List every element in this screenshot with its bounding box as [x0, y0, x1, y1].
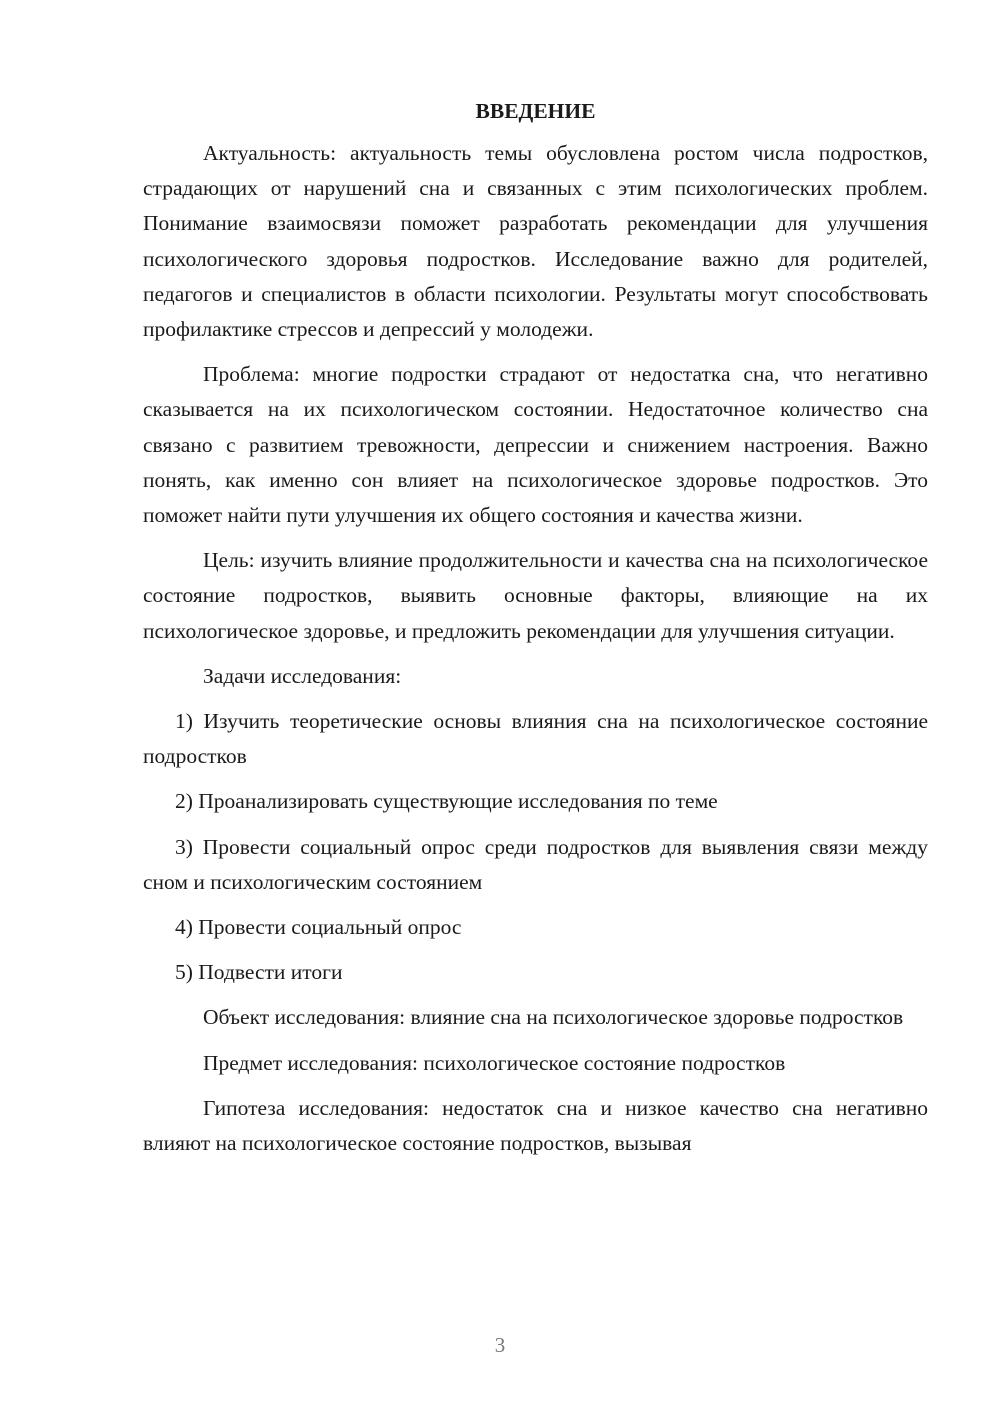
problem-paragraph: Проблема: многие подростки страдают от недостатка сна, что негативно сказывается на их психологическом состоянии. Недостаточное количество сна связано с развитием тревожности, депрессии и снижением настроения. Важно понять, как именно сон влияет на психологическое здоровье подростков. Это поможет найти пути улучшения их общего состояния и качества жизни.	[143, 362, 928, 528]
list-item: 5) Подвести итоги	[175, 960, 343, 985]
hypothesis-paragraph: Гипотеза исследования: недостаток сна и низкое качество сна негативно влияют на психологическое состояние подростков, вызывая	[143, 1095, 928, 1156]
document-page	[143, 96, 928, 1161]
tasks-list	[143, 704, 928, 990]
relevance-paragraph: Актуальность: актуальность темы обусловлена ростом числа подростков, страдающих от нарушений сна и связанных с этим психологических проблем. Понимание взаимосвязи поможет разработать рекомендации для улучшения психологического здоровья подростков. Исследование важно для родителей, педагогов и специалистов в области психологии. Результаты могут способствовать профилактике стрессов и депрессий у молодежи.	[143, 141, 928, 342]
list-item: 4) Провести социальный опрос	[175, 915, 462, 940]
list-item: 2) Проанализировать существующие исследования по теме	[175, 789, 718, 814]
subject-paragraph: Предмет исследования: психологическое состояние подростков	[203, 1050, 786, 1075]
object-paragraph: Объект исследования: влияние сна на психологическое здоровье подростков	[203, 1005, 904, 1030]
tasks-heading: Задачи исследования:	[203, 663, 402, 688]
page-title: ВВЕДЕНИЕ	[475, 99, 596, 123]
goal-paragraph: Цель: изучить влияние продолжительности и качества сна на психологическое состояние подростков, выявить основные факторы, влияющие на их психологическое здоровье, и предложить рекомендации для улучшения ситуации.	[143, 548, 928, 643]
list-item: 1) Изучить теоретические основы влияния сна на психологическое состояние подростков	[143, 709, 928, 769]
list-item: 3) Провести социальный опрос среди подростков для выявления связи между сном и психологическим состоянием	[143, 834, 928, 894]
page-number: 3	[494, 1333, 506, 1357]
